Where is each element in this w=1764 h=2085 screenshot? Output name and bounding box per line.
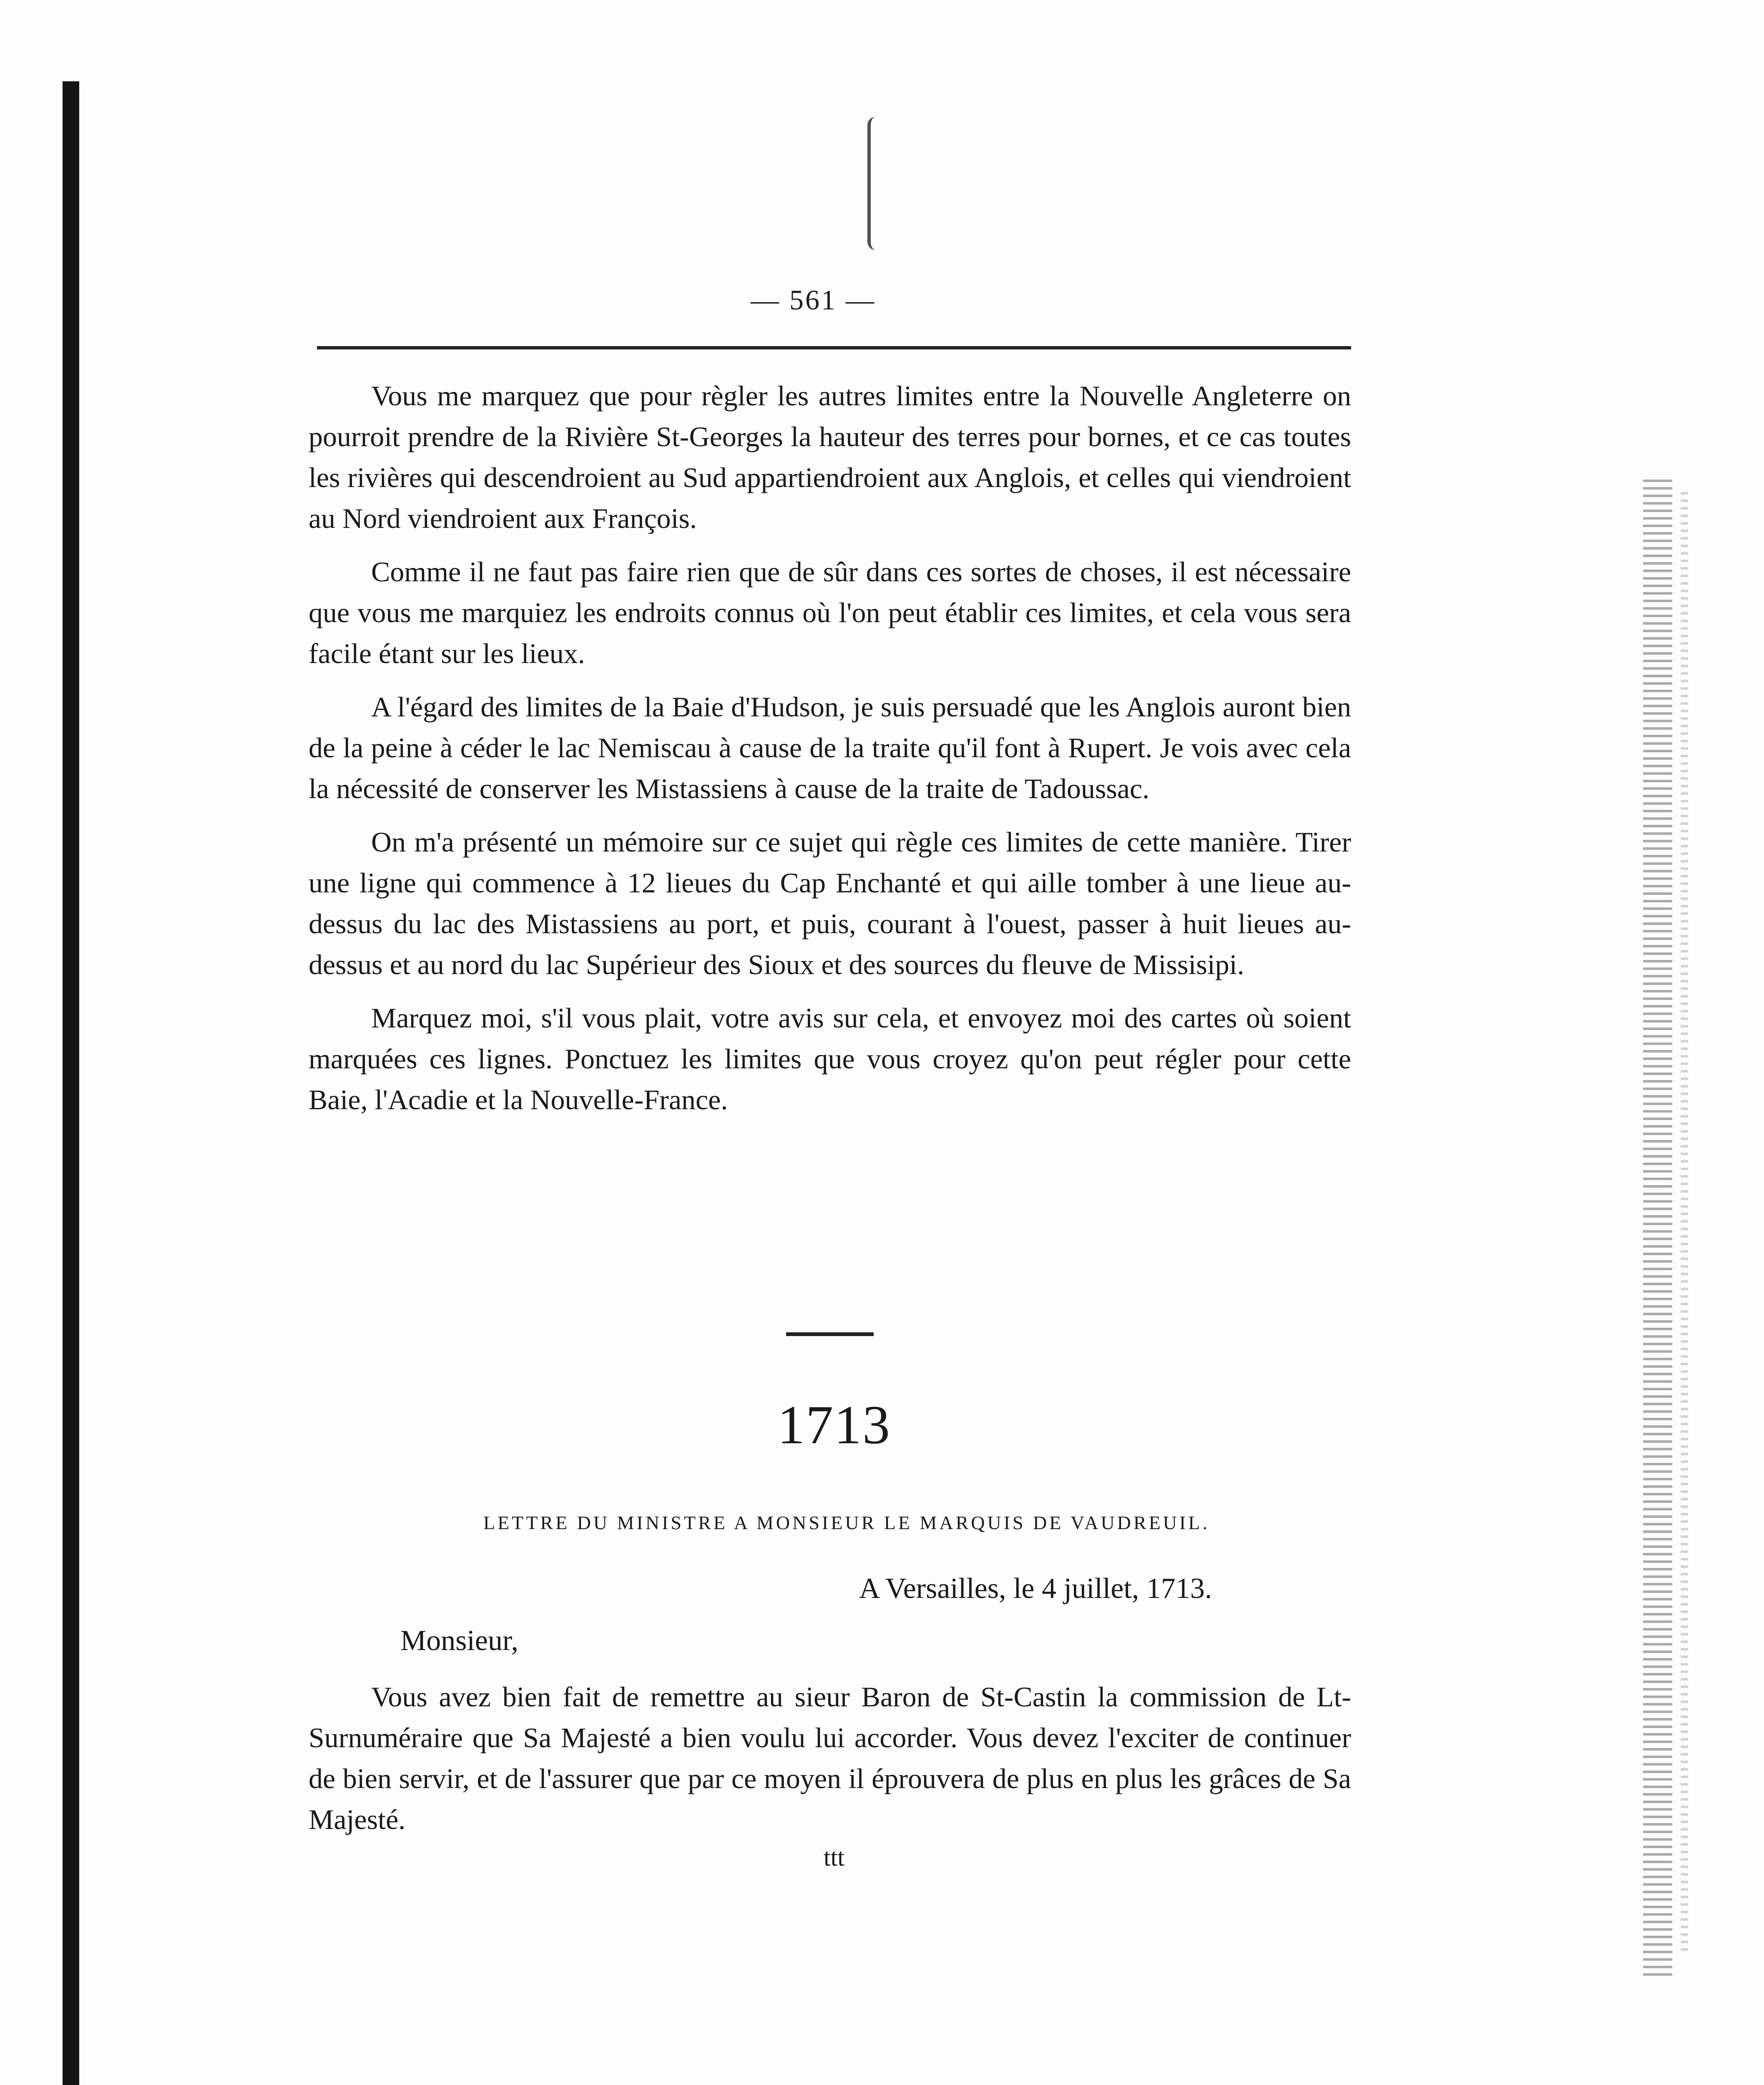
letter-title: LETTRE DU MINISTRE A MONSIEUR LE MARQUIS DE VAUDREUIL. <box>483 1512 1210 1533</box>
paragraph: Vous avez bien fait de remettre au sieur Baron de St-Castin la commission de Lt-Surnuméraire que Sa Majesté a bien voulu lui accorder. Vous devez l'exciter de continuer de bien servir, et de l'assurer que par ce moyen il éprouvera de plus en plus les grâces de Sa Majesté. <box>309 1681 1351 1835</box>
binding-edge <box>63 81 79 2085</box>
signature-mark: ttt <box>823 1844 844 1871</box>
scan-noise-strip-thin <box>1681 492 1688 1952</box>
paragraph: A l'égard des limites de la Baie d'Hudson, je suis persuadé que les Anglois auront bien de la peine à céder le lac Nemiscau à cause de la traite qu'il font à Rupert. Je vois avec cela la nécessité de conserver les Mistassiens à cause de la traite de Tadoussac. <box>309 691 1351 804</box>
letter-body <box>309 1676 1351 1852</box>
section-year: 1713 <box>777 1394 891 1455</box>
page-number: — 561 — <box>751 284 876 316</box>
letter-dateline: A Versailles, le 4 juillet, 1713. <box>859 1573 1212 1605</box>
top-bracket-mark <box>867 117 876 250</box>
section-divider <box>786 1332 874 1336</box>
body-text <box>309 375 1351 1133</box>
paragraph: Comme il ne faut pas faire rien que de sûr dans ces sortes de choses, il est nécessaire que vous me marquiez les endroits connus où l'on peut établir ces limites, et cela vous sera facile étant sur les lieux. <box>309 556 1351 669</box>
letter-salutation: Monsieur, <box>400 1625 519 1657</box>
scan-noise-strip <box>1643 480 1672 1981</box>
paragraph: Vous me marquez que pour règler les autres limites entre la Nouvelle Angleterre on pourroit prendre de la Rivière St-Georges la hauteur des terres pour bornes, et ce cas toutes les rivières qui descendroient au Sud appartiendroient aux Anglois, et celles qui viendroient au Nord viendroient aux François. <box>309 380 1351 534</box>
header-rule <box>317 346 1351 349</box>
paragraph: On m'a présenté un mémoire sur ce sujet qui règle ces limites de cette manière. Tirer une ligne qui commence à 12 lieues du Cap Enchanté et qui aille tomber à une lieue au-dessus du lac des Mistassiens au port, et puis, courant à l'ouest, passer à huit lieues au-dessus et au nord du lac Supérieur des Sioux et des sources du fleuve de Missisipi. <box>309 826 1351 980</box>
paragraph: Marquez moi, s'il vous plait, votre avis sur cela, et envoyez moi des cartes où soient marquées ces lignes. Ponctuez les limites que vous croyez qu'on peut régler pour cette Baie, l'Acadie et la Nouvelle-France. <box>309 1002 1351 1115</box>
